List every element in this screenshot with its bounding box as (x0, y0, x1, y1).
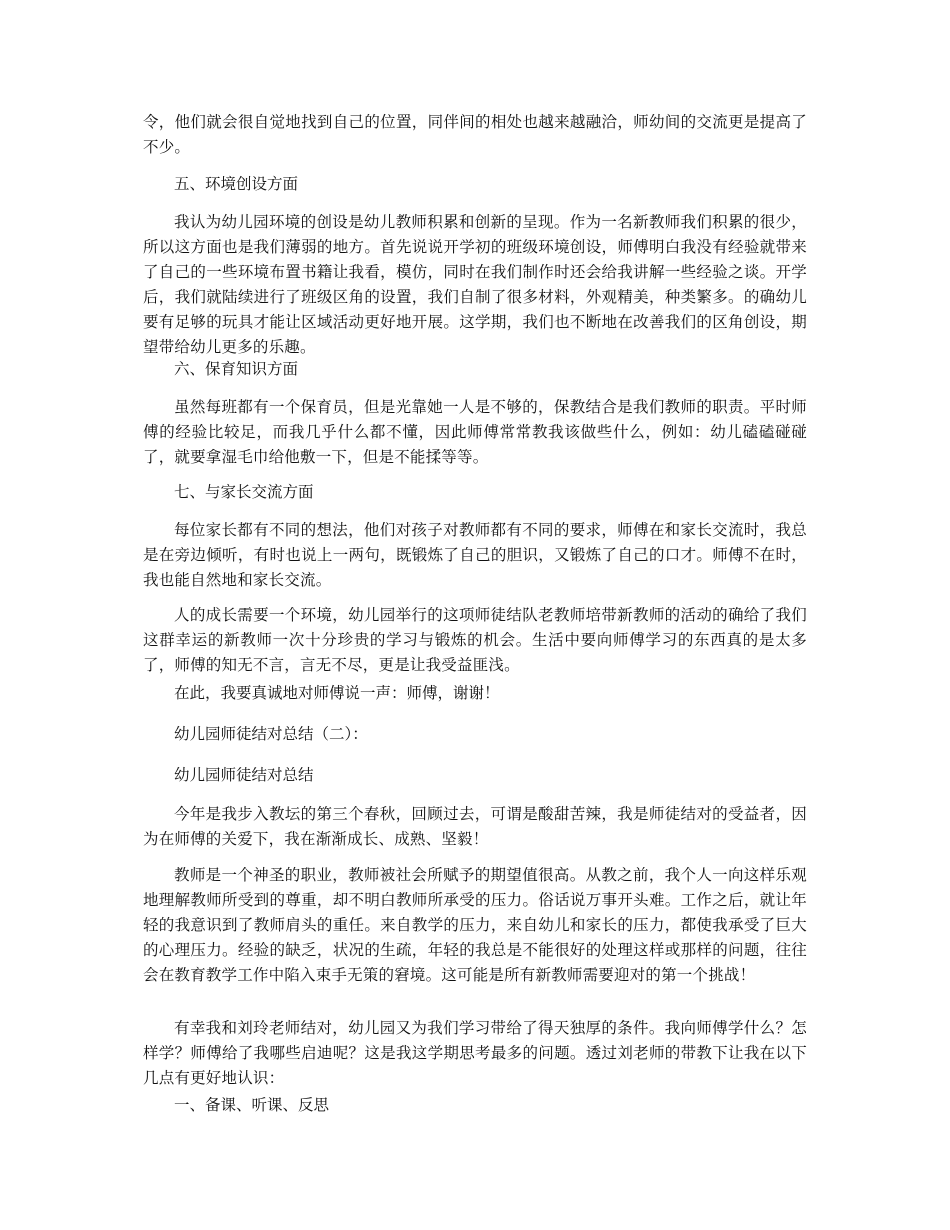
paragraph-teacher-pressure: 教师是一个神圣的职业，教师被社会所赋予的期望值很高。从教之前，我个人一向这样乐观地理解教师所受到的尊重，却不明白教师所承受的压力。俗话说万事开头难。工作之后，就让年轻的我意识到了教师肩头的重任。来自教学的压力，来自幼儿和家长的压力，都使我承受了巨大的心理压力。经验的缺乏，状况的生疏，年轻的我总是不能很好的处理这样或那样的问题，往往会在教育教学工作中陷入束手无策的窘境。这可能是所有新教师需要迎对的第一个挑战！ (143, 866, 807, 984)
part-two-title: 幼儿园师徒结对总结 (174, 766, 314, 784)
paragraph-third-year: 今年是我步入教坛的第三个春秋，回顾过去，可谓是酸甜苦辣，我是师徒结对的受益者，因为在师傅的关爱下，我在渐渐成长、成熟、坚毅！ (143, 805, 807, 848)
paragraph-growth: 人的成长需要一个环境，幼儿园举行的这项师徒结队老教师培带新教师的活动的确给了我们这群幸运的新教师一次十分珍贵的学习与锻炼的机会。生活中要向师傅学习的东西真的是太多了，师傅的知无不言，言无不尽，更是让我受益匪浅。 (143, 606, 807, 674)
paragraph-thanks: 在此，我要真诚地对师傅说一声：师傅，谢谢！ (174, 684, 500, 702)
paragraph-parents: 每位家长都有不同的想法，他们对孩子对教师都有不同的要求，师傅在和家长交流时，我总是在旁边倾听，有时也说上一两句，既锻炼了自己的胆识，又锻炼了自己的口才。师傅不在时，我也能自然地和家长交流。 (143, 521, 807, 589)
section-heading-environment: 五、环境创设方面 (174, 175, 299, 193)
paragraph-intro: 令，他们就会很自觉地找到自己的位置，同伴间的相处也越来越融洽，师幼间的交流更是提高了不少。 (143, 113, 807, 156)
paragraph-mentor: 有幸我和刘玲老师结对，幼儿园又为我们学习带给了得天独厚的条件。我向师傅学什么？怎样学？师傅给了我哪些启迪呢？这是我这学期思考最多的问题。透过刘老师的带教下让我在以下几点有更好地认识： (143, 1019, 807, 1087)
paragraph-environment: 我认为幼儿园环境的创设是幼儿教师积累和创新的呈现。作为一名新教师我们积累的很少，所以这方面也是我们薄弱的地方。首先说说开学初的班级环境创设，师傅明白我没有经验就带来了自己的一些环境布置书籍让我看，模仿，同时在我们制作时还会给我讲解一些经验之谈。开学后，我们就陆续进行了班级区角的设置，我们自制了很多材料，外观精美，种类繁多。的确幼儿要有足够的玩具才能让区域活动更好地开展。这学期，我们也不断地在改善我们的区角创设，期望带给幼儿更多的乐趣。 (143, 213, 807, 356)
paragraph-nursing: 虽然每班都有一个保育员，但是光靠她一人是不够的，保教结合是我们教师的职责。平时师傅的经验比较足，而我几乎什么都不懂，因此师傅常常教我该做些什么，例如：幼儿磕磕碰碰了，就要拿湿毛巾给他敷一下，但是不能揉等等。 (143, 398, 807, 466)
section-heading-nursing: 六、保育知识方面 (174, 360, 299, 378)
section-heading-lesson-prep: 一、备课、听课、反思 (174, 1096, 330, 1114)
section-heading-parents: 七、与家长交流方面 (174, 483, 314, 501)
part-two-heading: 幼儿园师徒结对总结（二）： (174, 725, 368, 743)
